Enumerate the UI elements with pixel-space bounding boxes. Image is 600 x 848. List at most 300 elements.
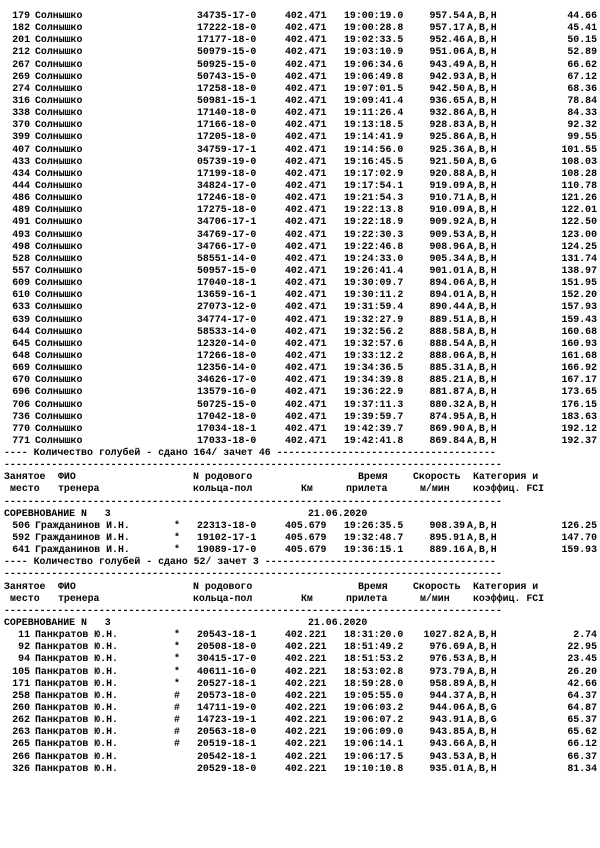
row-ring: 34735-17-0 (197, 10, 257, 21)
row-ring: 50981-15-1 (197, 94, 257, 106)
table-row (0, 265, 600, 277)
row-speed: 942.50 (429, 82, 465, 94)
row-coef: 65.62 (567, 726, 597, 738)
rule (0, 459, 600, 471)
row-place: 105 (12, 665, 30, 677)
row-category: A,B,H (467, 10, 497, 21)
row-km: 402.471 (285, 46, 327, 58)
row-km: 402.471 (285, 386, 327, 398)
row-km: 402.471 (285, 289, 327, 301)
row-km: 402.221 (285, 726, 327, 738)
row-coef: 64.37 (567, 689, 597, 701)
row-time: 19:26:41.4 (344, 264, 404, 276)
row-km: 402.471 (285, 204, 327, 216)
table-row (0, 678, 600, 690)
row-coef: 167.17 (561, 374, 597, 386)
row-time: 18:51:49.2 (344, 641, 404, 653)
row-category: A,B,H (467, 641, 497, 653)
row-category: A,B,H (467, 82, 497, 94)
row-trainer: Солнышко (35, 252, 83, 264)
row-speed: 973.79 (429, 665, 465, 677)
row-category: A,B,H (467, 22, 497, 34)
row-coef: 192.37 (561, 434, 597, 446)
row-place: 633 (12, 301, 30, 313)
row-place: 265 (12, 738, 30, 750)
row-time: 19:26:35.5 (344, 519, 404, 531)
header-name-sub: тренера (58, 592, 100, 604)
row-category: A,B,H (467, 349, 497, 361)
row-coef: 159.43 (561, 313, 597, 325)
row-coef: 161.68 (561, 349, 597, 361)
row-category: A,B,H (467, 386, 497, 398)
header-cat: Категория и (473, 580, 539, 592)
row-ring: 50957-15-0 (197, 264, 257, 276)
row-category: A,B,H (467, 629, 497, 641)
summary-line (0, 447, 600, 459)
table-row (0, 216, 600, 228)
header-name-sub: тренера (58, 483, 100, 495)
row-km: 402.471 (285, 22, 327, 34)
row-time: 19:32:56.2 (344, 325, 404, 337)
row-trainer: Солнышко (35, 337, 83, 349)
row-speed: 888.06 (429, 349, 465, 361)
row-mark: * (174, 653, 180, 665)
row-trainer: Панкратов Ю.Н. (35, 677, 118, 689)
row-km: 402.221 (285, 677, 327, 689)
competition-date: 21.06.2020 (308, 617, 368, 629)
row-ring: 50979-15-0 (197, 46, 257, 58)
row-km: 405.679 (285, 519, 327, 531)
table-row (0, 386, 600, 398)
row-speed: 943.91 (429, 714, 465, 726)
row-speed: 888.54 (429, 337, 465, 349)
row-category: A,B,H (467, 677, 497, 689)
row-category: A,B,G (467, 155, 497, 167)
row-mark: * (174, 544, 180, 556)
row-time: 19:06:17.5 (344, 750, 404, 762)
row-coef: 45.41 (567, 22, 597, 34)
row-time: 19:13:18.5 (344, 119, 404, 131)
row-place: 212 (12, 46, 30, 58)
column-header-bottom (0, 593, 600, 605)
row-trainer: Панкратов Ю.Н. (35, 629, 118, 641)
row-trainer: Солнышко (35, 301, 83, 313)
row-ring: 34766-17-0 (197, 240, 257, 252)
row-speed: 869.90 (429, 422, 465, 434)
row-time: 19:05:55.0 (344, 689, 404, 701)
row-ring: 34774-17-0 (197, 313, 257, 325)
row-category: A,B,H (467, 264, 497, 276)
row-km: 402.471 (285, 119, 327, 131)
row-ring: 40611-16-0 (197, 665, 257, 677)
row-km: 402.471 (285, 301, 327, 313)
row-category: A,B,H (467, 289, 497, 301)
row-place: 258 (12, 689, 30, 701)
row-trainer: Панкратов Ю.Н. (35, 653, 118, 665)
table-row (0, 666, 600, 678)
row-ring: 12320-14-0 (197, 337, 257, 349)
row-trainer: Солнышко (35, 204, 83, 216)
row-mark: # (174, 726, 180, 738)
table-row (0, 119, 600, 131)
row-place: 528 (12, 252, 30, 264)
row-ring: 14723-19-1 (197, 714, 257, 726)
row-speed: 890.44 (429, 301, 465, 313)
table-row (0, 241, 600, 253)
row-ring: 22313-18-0 (197, 519, 257, 531)
header-name: ФИО (58, 580, 76, 592)
row-mark: * (174, 641, 180, 653)
row-category: A,B,H (467, 119, 497, 131)
row-coef: 108.28 (561, 167, 597, 179)
row-place: 736 (12, 410, 30, 422)
row-time: 19:00:28.8 (344, 22, 404, 34)
row-place: 489 (12, 204, 30, 216)
row-trainer: Панкратов Ю.Н. (35, 762, 118, 774)
row-km: 402.471 (285, 10, 327, 21)
row-coef: 110.78 (561, 179, 597, 191)
row-ring: 19102-17-1 (197, 532, 257, 544)
table-row (0, 144, 600, 156)
table-row (0, 726, 600, 738)
row-ring: 50725-15-0 (197, 398, 257, 410)
table-row (0, 277, 600, 289)
row-coef: 123.00 (561, 228, 597, 240)
row-speed: 910.09 (429, 204, 465, 216)
row-coef: 22.95 (567, 641, 597, 653)
table-row (0, 192, 600, 204)
row-coef: 126.25 (561, 519, 597, 531)
column-header-top (0, 581, 600, 593)
row-category: A,B,H (467, 738, 497, 750)
table-row (0, 374, 600, 386)
row-time: 19:22:13.8 (344, 204, 404, 216)
header-time: Время (358, 580, 388, 592)
row-speed: 908.96 (429, 240, 465, 252)
row-speed: 894.06 (429, 277, 465, 289)
row-trainer: Гражданинов И.Н. (35, 519, 130, 531)
row-coef: 65.37 (567, 714, 597, 726)
row-coef: 2.74 (573, 629, 597, 641)
row-coef: 67.12 (567, 70, 597, 82)
row-category: A,B,H (467, 46, 497, 58)
row-speed: 928.83 (429, 119, 465, 131)
header-cat: Категория и (473, 471, 539, 483)
header-speed-sub: м/мин (420, 592, 450, 604)
row-place: 557 (12, 264, 30, 276)
row-coef: 160.93 (561, 337, 597, 349)
row-ring: 30415-17-0 (197, 653, 257, 665)
table-row (0, 46, 600, 58)
row-place: 399 (12, 131, 30, 143)
row-trainer: Солнышко (35, 10, 83, 21)
row-coef: 157.93 (561, 301, 597, 313)
row-km: 402.471 (285, 264, 327, 276)
row-mark: * (174, 629, 180, 641)
row-speed: 944.06 (429, 702, 465, 714)
row-ring: 17140-18-0 (197, 107, 257, 119)
table-row (0, 653, 600, 665)
row-category: A,B,H (467, 58, 497, 70)
row-mark: # (174, 689, 180, 701)
row-km: 402.471 (285, 131, 327, 143)
row-km: 402.471 (285, 240, 327, 252)
row-coef: 66.12 (567, 738, 597, 750)
row-ring: 20529-18-0 (197, 762, 257, 774)
row-category: A,B,H (467, 70, 497, 82)
row-coef: 138.97 (561, 264, 597, 276)
row-km: 402.221 (285, 629, 327, 641)
row-category: A,B,H (467, 532, 497, 544)
row-place: 326 (12, 762, 30, 774)
row-time: 18:53:02.8 (344, 665, 404, 677)
row-time: 19:22:30.3 (344, 228, 404, 240)
row-trainer: Гражданинов И.Н. (35, 532, 130, 544)
row-trainer: Солнышко (35, 131, 83, 143)
row-ring: 19089-17-0 (197, 544, 257, 556)
rule-text: ------------------------------------------------------------------------------------ (4, 604, 502, 616)
row-km: 402.471 (285, 179, 327, 191)
row-trainer: Солнышко (35, 143, 83, 155)
row-trainer: Солнышко (35, 240, 83, 252)
row-place: 771 (12, 434, 30, 446)
row-ring: 34824-17-0 (197, 179, 257, 191)
row-ring: 27073-12-0 (197, 301, 257, 313)
row-category: A,B,H (467, 179, 497, 191)
row-coef: 192.12 (561, 422, 597, 434)
row-time: 19:30:09.7 (344, 277, 404, 289)
row-ring: 50743-15-0 (197, 70, 257, 82)
table-row (0, 338, 600, 350)
row-place: 609 (12, 277, 30, 289)
row-trainer: Солнышко (35, 216, 83, 228)
row-coef: 122.50 (561, 216, 597, 228)
row-time: 19:06:03.2 (344, 702, 404, 714)
row-category: A,B,H (467, 653, 497, 665)
row-category: A,B,H (467, 34, 497, 46)
row-ring: 34769-17-0 (197, 228, 257, 240)
row-time: 19:06:49.8 (344, 70, 404, 82)
row-km: 402.221 (285, 762, 327, 774)
row-km: 402.221 (285, 689, 327, 701)
header-cat-sub: коэффиц. FCI (473, 592, 545, 604)
row-place: 696 (12, 386, 30, 398)
table-row (0, 399, 600, 411)
row-km: 402.221 (285, 653, 327, 665)
row-trainer: Солнышко (35, 289, 83, 301)
row-ring: 17205-18-0 (197, 131, 257, 143)
row-place: 670 (12, 374, 30, 386)
row-trainer: Солнышко (35, 228, 83, 240)
row-speed: 909.53 (429, 228, 465, 240)
row-time: 19:11:26.4 (344, 107, 404, 119)
row-speed: 909.92 (429, 216, 465, 228)
row-km: 402.471 (285, 228, 327, 240)
row-km: 402.471 (285, 277, 327, 289)
table-row (0, 156, 600, 168)
row-coef: 64.87 (567, 702, 597, 714)
rule-text: ------------------------------------------------------------------------------------ (4, 568, 502, 580)
row-speed: 905.34 (429, 252, 465, 264)
row-ring: 12356-14-0 (197, 362, 257, 374)
header-km-sub: Км (301, 592, 313, 604)
row-speed: 925.86 (429, 131, 465, 143)
row-speed: 908.39 (429, 519, 465, 531)
rule (0, 496, 600, 508)
table-row (0, 10, 600, 22)
row-coef: 124.25 (561, 240, 597, 252)
row-km: 402.221 (285, 738, 327, 750)
row-trainer: Солнышко (35, 46, 83, 58)
row-trainer: Солнышко (35, 22, 83, 34)
row-km: 402.221 (285, 714, 327, 726)
row-speed: 957.54 (429, 10, 465, 21)
row-time: 19:39:59.7 (344, 410, 404, 422)
row-km: 402.471 (285, 34, 327, 46)
row-trainer: Панкратов Ю.Н. (35, 702, 118, 714)
row-place: 645 (12, 337, 30, 349)
row-ring: 17166-18-0 (197, 119, 257, 131)
row-time: 19:33:12.2 (344, 349, 404, 361)
row-trainer: Солнышко (35, 82, 83, 94)
table-row (0, 301, 600, 313)
row-time: 19:06:07.2 (344, 714, 404, 726)
row-trainer: Солнышко (35, 398, 83, 410)
row-time: 19:32:27.9 (344, 313, 404, 325)
row-speed: 951.06 (429, 46, 465, 58)
row-ring: 17034-18-1 (197, 422, 257, 434)
row-time: 19:30:11.2 (344, 289, 404, 301)
row-coef: 68.36 (567, 82, 597, 94)
row-time: 19:34:36.5 (344, 362, 404, 374)
row-ring: 20573-18-0 (197, 689, 257, 701)
row-place: 201 (12, 34, 30, 46)
row-place: 433 (12, 155, 30, 167)
competition-date: 21.06.2020 (308, 507, 368, 519)
row-place: 592 (12, 532, 30, 544)
row-place: 94 (18, 653, 30, 665)
row-place: 338 (12, 107, 30, 119)
row-place: 370 (12, 119, 30, 131)
row-category: A,B,H (467, 434, 497, 446)
row-category: A,B,H (467, 94, 497, 106)
header-speed: Скорость (413, 471, 461, 483)
row-time: 19:06:09.0 (344, 726, 404, 738)
header-ring-sub: кольца-пол (193, 592, 253, 604)
row-trainer: Солнышко (35, 422, 83, 434)
row-category: A,B,H (467, 337, 497, 349)
row-speed: 889.16 (429, 544, 465, 556)
header-place: Занятое (4, 580, 46, 592)
row-category: A,B,H (467, 301, 497, 313)
row-speed: 894.01 (429, 289, 465, 301)
row-speed: 874.95 (429, 410, 465, 422)
row-place: 269 (12, 70, 30, 82)
row-ring: 20527-18-1 (197, 677, 257, 689)
row-time: 19:14:41.9 (344, 131, 404, 143)
table-row (0, 532, 600, 544)
header-place-sub: место (10, 483, 40, 495)
row-ring: 13579-16-0 (197, 386, 257, 398)
row-ring: 58533-14-0 (197, 325, 257, 337)
row-time: 19:10:10.8 (344, 762, 404, 774)
row-category: A,B,H (467, 374, 497, 386)
row-coef: 50.15 (567, 34, 597, 46)
table-row (0, 435, 600, 447)
table-row (0, 180, 600, 192)
row-place: 267 (12, 58, 30, 70)
row-category: A,B,H (467, 689, 497, 701)
results-document (0, 10, 600, 775)
row-trainer: Солнышко (35, 192, 83, 204)
header-speed: Скорость (413, 580, 461, 592)
header-name: ФИО (58, 471, 76, 483)
row-speed: 943.49 (429, 58, 465, 70)
row-speed: 919.09 (429, 179, 465, 191)
row-time: 19:21:54.3 (344, 192, 404, 204)
row-category: A,B,H (467, 362, 497, 374)
row-trainer: Солнышко (35, 119, 83, 131)
row-trainer: Солнышко (35, 434, 83, 446)
row-category: A,B,H (467, 143, 497, 155)
row-trainer: Панкратов Ю.Н. (35, 750, 118, 762)
table-row (0, 411, 600, 423)
row-speed: 895.91 (429, 532, 465, 544)
row-category: A,B,H (467, 726, 497, 738)
row-category: A,B,H (467, 325, 497, 337)
row-speed: 920.88 (429, 167, 465, 179)
row-coef: 66.37 (567, 750, 597, 762)
row-coef: 160.68 (561, 325, 597, 337)
row-km: 405.679 (285, 532, 327, 544)
row-category: A,B,H (467, 313, 497, 325)
row-time: 19:42:39.7 (344, 422, 404, 434)
row-place: 770 (12, 422, 30, 434)
row-ring: 20542-18-1 (197, 750, 257, 762)
row-time: 19:42:41.8 (344, 434, 404, 446)
table-row (0, 314, 600, 326)
row-km: 402.471 (285, 422, 327, 434)
row-place: 262 (12, 714, 30, 726)
header-ring-sub: кольца-пол (193, 483, 253, 495)
column-header-top (0, 471, 600, 483)
row-coef: 84.33 (567, 107, 597, 119)
row-trainer: Солнышко (35, 374, 83, 386)
row-coef: 108.03 (561, 155, 597, 167)
row-ring: 05739-19-0 (197, 155, 257, 167)
row-place: 407 (12, 143, 30, 155)
row-km: 402.471 (285, 349, 327, 361)
header-km-sub: Км (301, 483, 313, 495)
row-mark: * (174, 532, 180, 544)
row-place: 182 (12, 22, 30, 34)
row-coef: 78.84 (567, 94, 597, 106)
row-trainer: Панкратов Ю.Н. (35, 665, 118, 677)
competition-name: СОРЕВНОВАНИЕ N 3 (4, 507, 111, 519)
row-trainer: Солнышко (35, 277, 83, 289)
row-speed: 976.53 (429, 653, 465, 665)
rule-text: ------------------------------------------------------------------------------------ (4, 495, 502, 507)
table-row (0, 229, 600, 241)
row-place: 179 (12, 10, 30, 21)
row-trainer: Солнышко (35, 34, 83, 46)
row-time: 19:07:01.5 (344, 82, 404, 94)
row-time: 19:32:48.7 (344, 532, 404, 544)
row-ring: 58551-14-0 (197, 252, 257, 264)
row-trainer: Солнышко (35, 349, 83, 361)
row-km: 402.471 (285, 410, 327, 422)
row-time: 19:34:39.8 (344, 374, 404, 386)
